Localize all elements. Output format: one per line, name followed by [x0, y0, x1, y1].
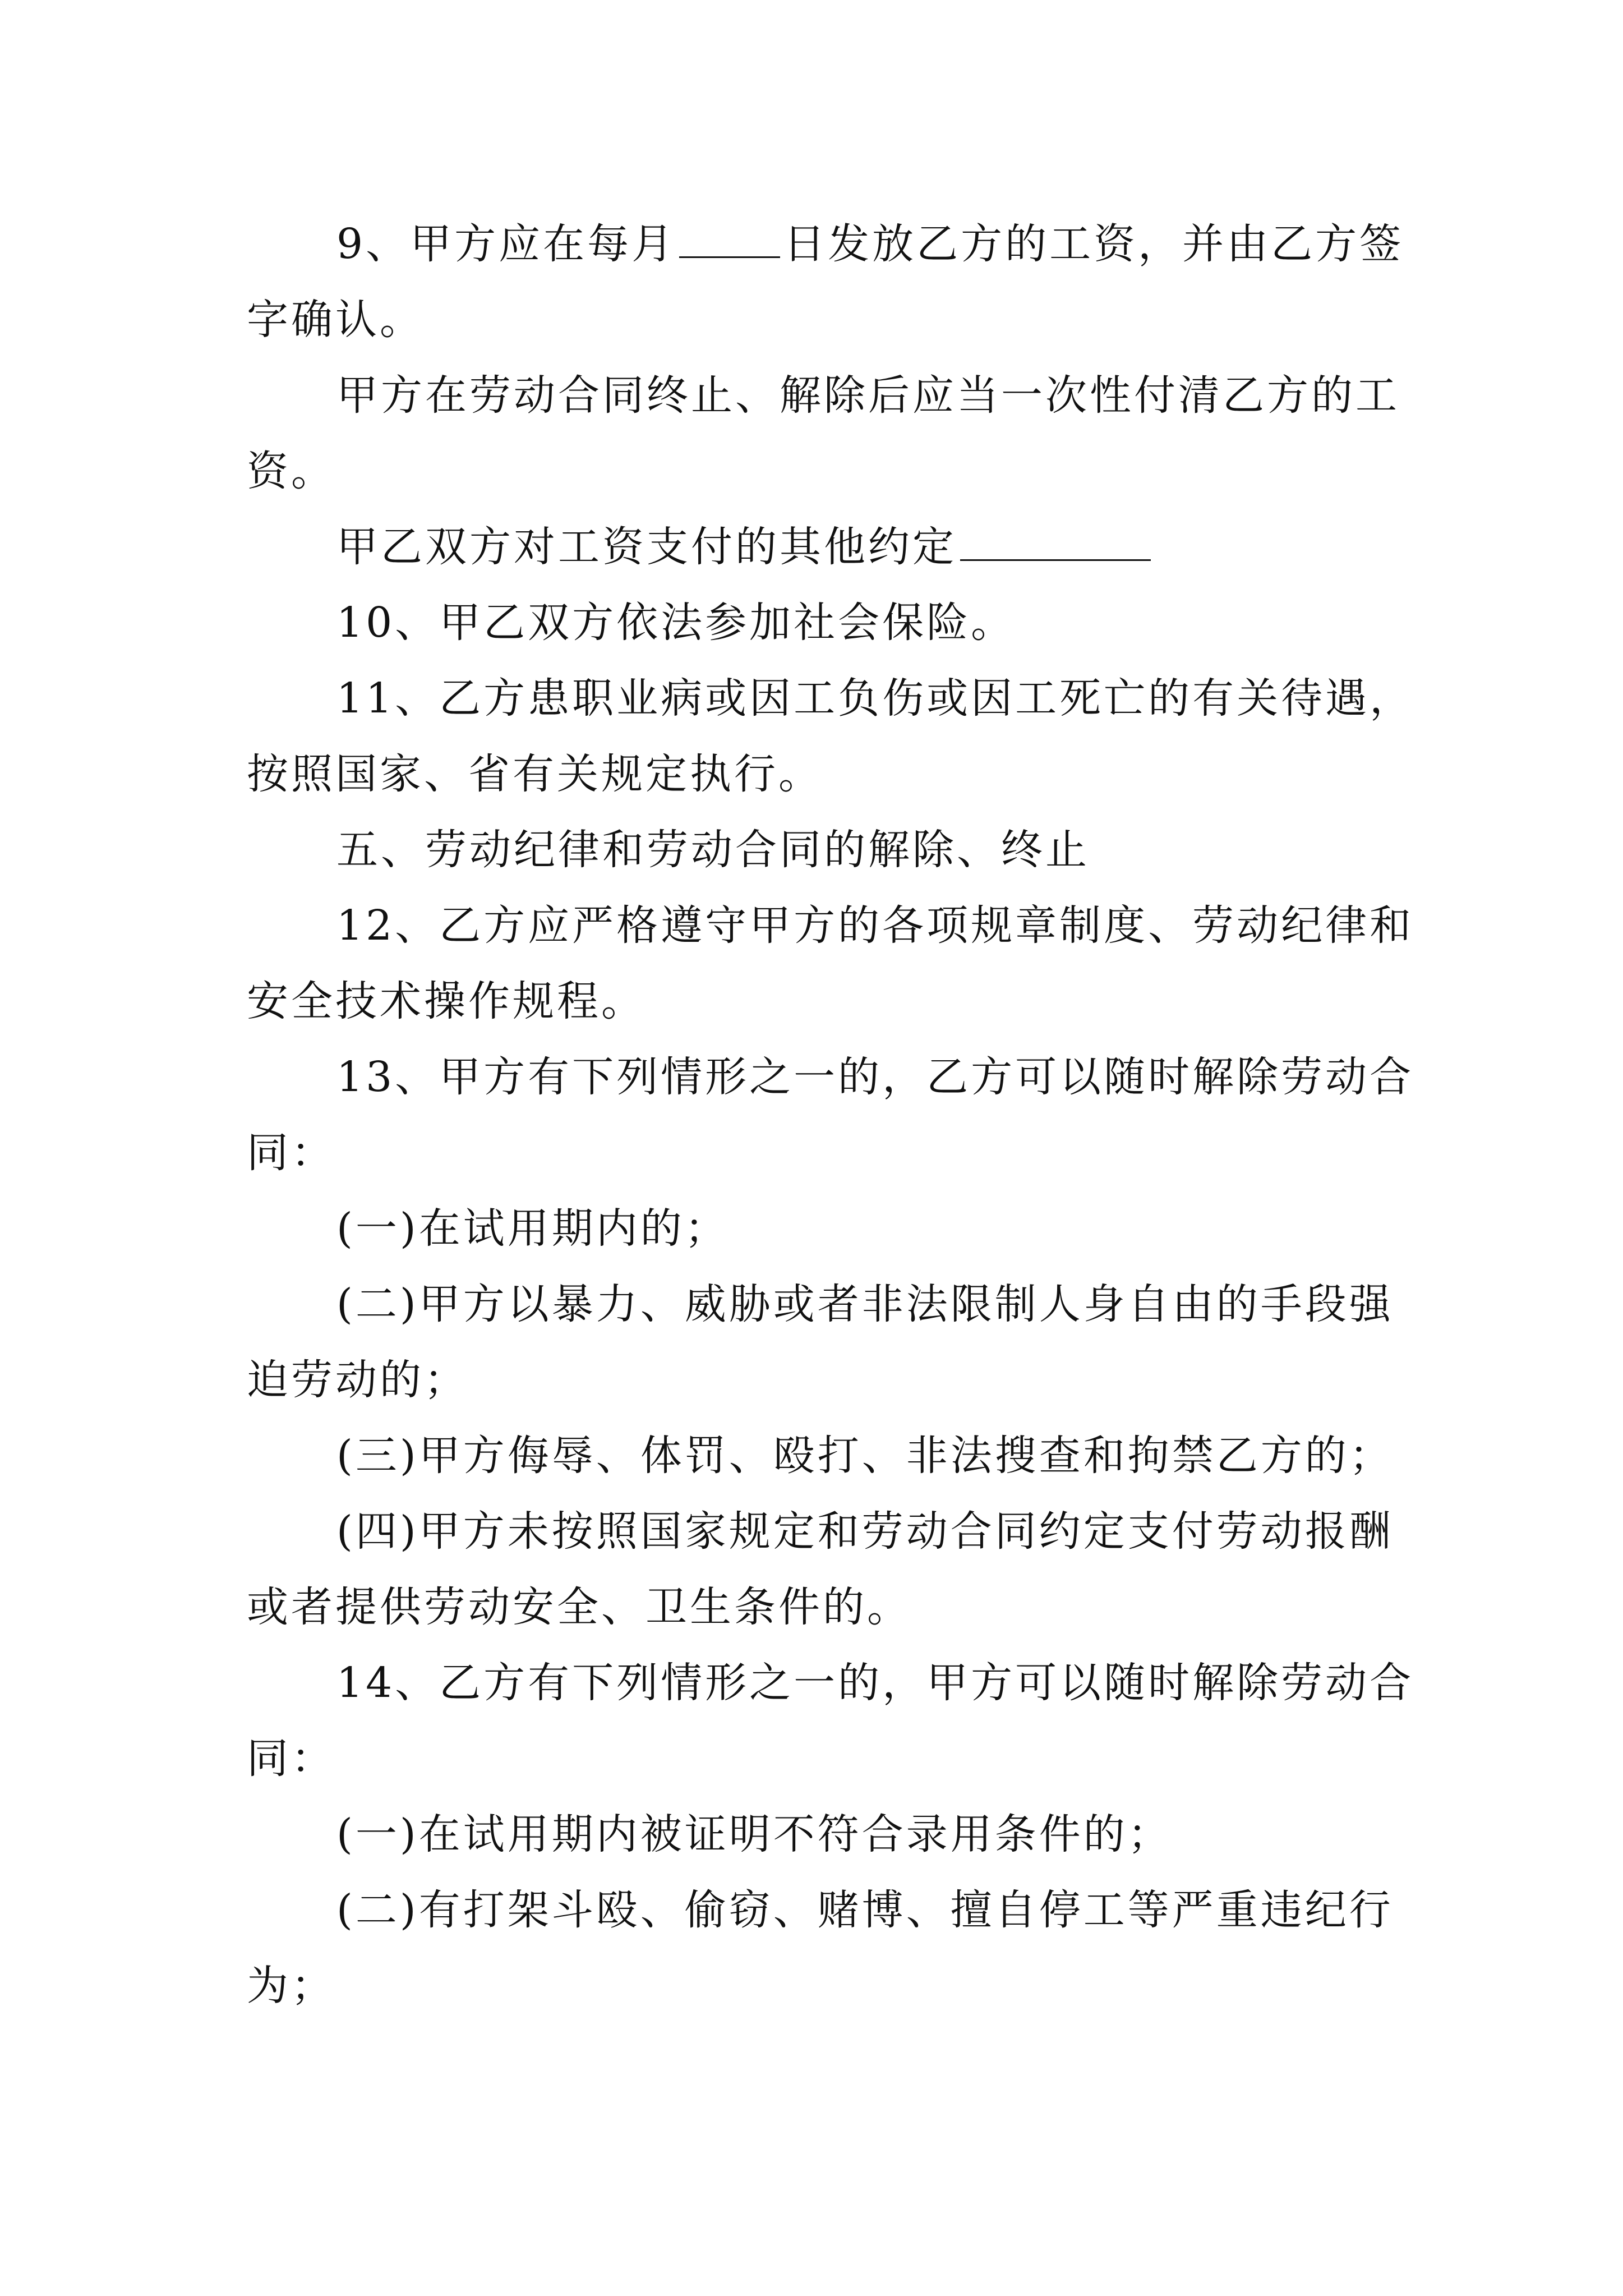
line-text: 五、劳动纪律和劳动合同的解除、终止 — [336, 826, 1090, 874]
line-text: 按照国家、省有关规定执行。 — [247, 750, 823, 798]
line-text: 迫劳动的； — [247, 1356, 468, 1404]
line-text: 为； — [247, 1962, 335, 2010]
line-text: (二)甲方以暴力、威胁或者非法限制人身自由的手段强 — [336, 1280, 1394, 1328]
list-item — [336, 1882, 1394, 1938]
list-item-continuation — [247, 1352, 468, 1408]
paragraph-line — [336, 519, 1154, 575]
line-text: 字确认。 — [247, 296, 424, 344]
line-text: 或者提供劳动安全、卫生条件的。 — [247, 1583, 911, 1631]
paragraph-line — [336, 1049, 1414, 1105]
paragraph-line — [247, 973, 645, 1029]
paragraph-line — [247, 443, 335, 499]
line-text: 12、乙方应严格遵守甲方的各项规章制度、劳动纪律和 — [336, 901, 1414, 950]
list-item — [336, 1428, 1394, 1484]
list-item — [336, 1200, 729, 1257]
line-text: 10、甲乙双方依法参加社会保险。 — [336, 599, 1016, 647]
paragraph-line — [336, 367, 1400, 424]
line-text: 安全技术操作规程。 — [247, 977, 645, 1025]
line-text: 13、甲方有下列情形之一的，乙方可以随时解除劳动合 — [336, 1053, 1414, 1101]
line-text: 日发放乙方的工资，并由乙方签 — [783, 220, 1404, 268]
list-item — [336, 1276, 1394, 1332]
paragraph-line — [247, 292, 424, 348]
list-item — [336, 1806, 1172, 1862]
paragraph-line — [247, 746, 823, 802]
fill-in-blank — [960, 520, 1151, 561]
list-item-continuation — [247, 1579, 911, 1635]
line-text: 资。 — [247, 447, 335, 495]
line-text: 甲方在劳动合同终止、解除后应当一次性付清乙方的工 — [336, 371, 1400, 420]
paragraph-line — [336, 1655, 1414, 1711]
line-text: (二)有打架斗殴、偷窃、赌博、擅自停工等严重违纪行 — [336, 1886, 1394, 1934]
list-item-continuation — [247, 1958, 335, 2014]
list-item — [336, 1503, 1394, 1559]
section-heading — [336, 822, 1090, 878]
fill-in-blank — [679, 217, 780, 258]
paragraph-line — [336, 670, 1414, 726]
paragraph-line — [336, 216, 1404, 272]
line-text: (一)在试用期内被证明不符合录用条件的； — [336, 1810, 1172, 1858]
paragraph-line — [247, 1731, 335, 1787]
paragraph-line — [336, 595, 1015, 651]
line-text: 甲乙双方对工资支付的其他约定 — [336, 523, 957, 571]
line-text: 同： — [247, 1129, 335, 1177]
line-text: 14、乙方有下列情形之一的，甲方可以随时解除劳动合 — [336, 1659, 1414, 1707]
line-text: 9、甲方应在每月 — [336, 220, 676, 268]
line-text: 11、乙方患职业病或因工负伤或因工死亡的有关待遇， — [336, 674, 1414, 723]
paragraph-line — [336, 898, 1414, 954]
line-text: (三)甲方侮辱、体罚、殴打、非法搜查和拘禁乙方的； — [336, 1432, 1394, 1480]
line-text: 同： — [247, 1734, 335, 1783]
line-text: (一)在试用期内的； — [336, 1204, 729, 1253]
paragraph-line — [247, 1125, 335, 1181]
line-text: (四)甲方未按照国家规定和劳动合同约定支付劳动报酬 — [336, 1507, 1394, 1556]
